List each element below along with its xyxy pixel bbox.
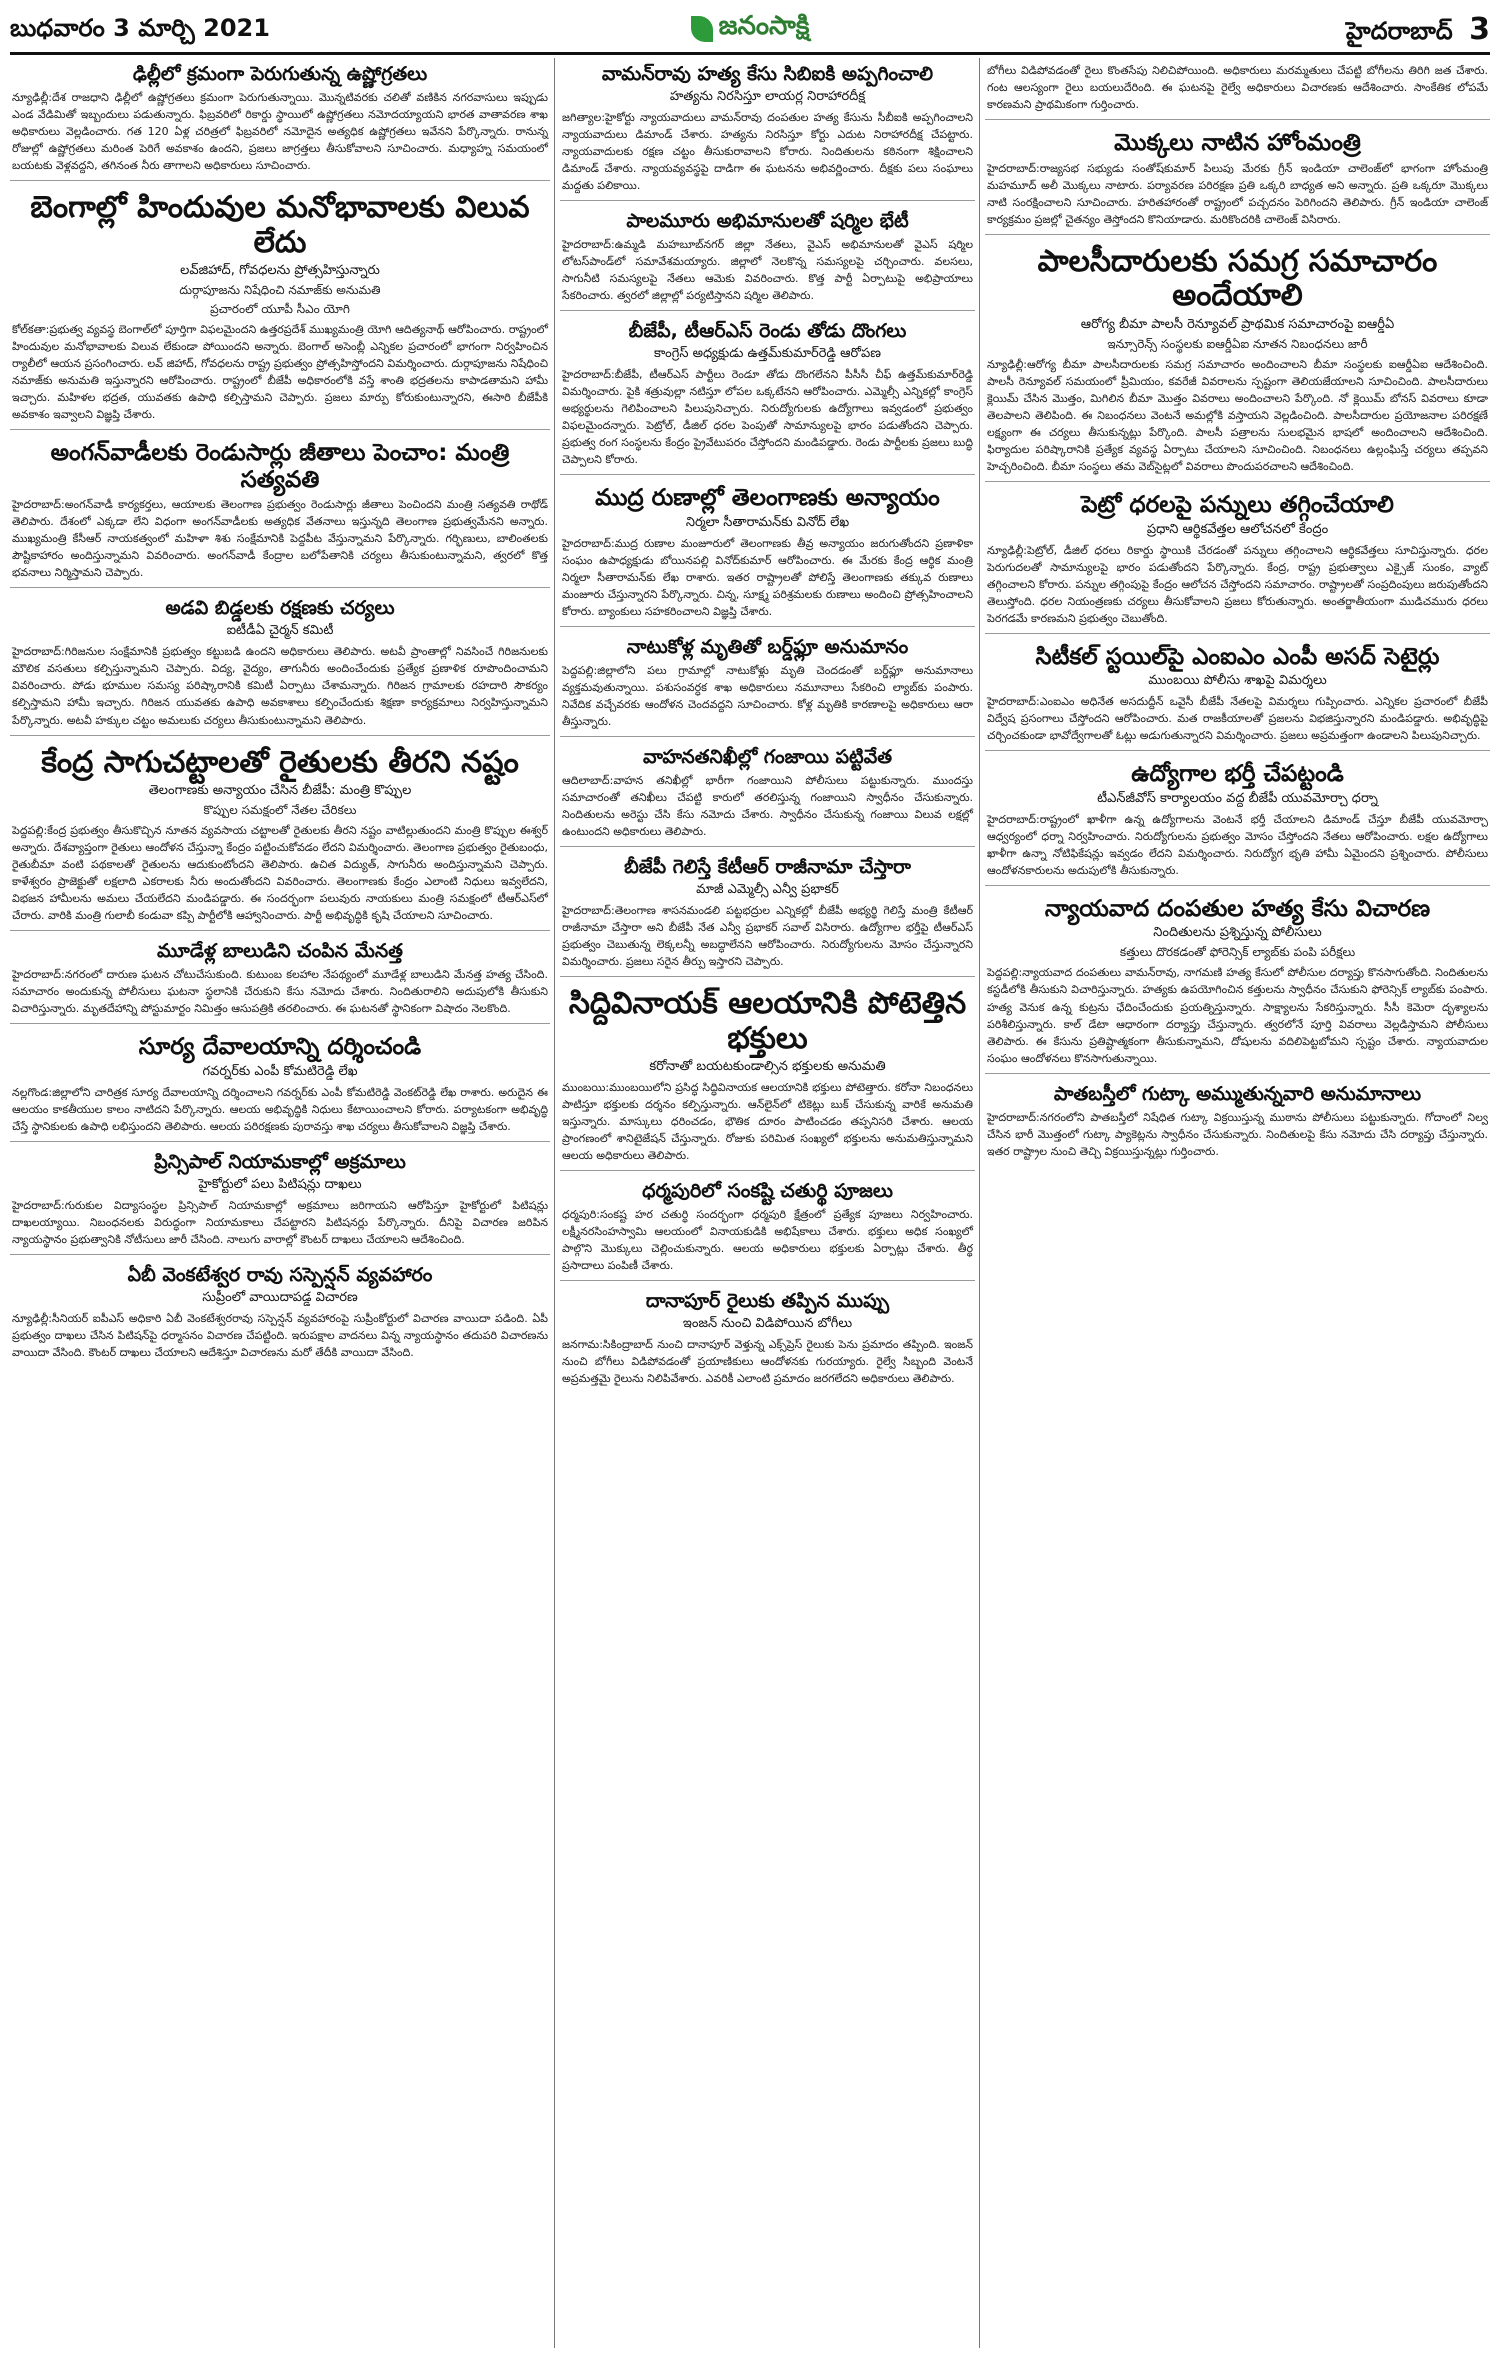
article-body: హైదరాబాద్:రాజ్యసభ సభ్యుడు సంతోష్‌కుమార్ పిలుపు మేరకు గ్రీన్ ఇండియా చాలెంజ్‌లో భాగంగా హోంమంత్రి మహమూద్ అలీ మొక్కలు నాటారు. పర్యావరణ పరిరక్షణ ప్రతి ఒక్కరి బాధ్యత అని అన్నారు. ప్రతి ఒక్కరూ మొక్కలు నాటి సంరక్షించాలని సూచించారు. హరితహారంతో రాష్ట్రంలో పచ్చదనం పెరిగిందని తెలిపారు. గ్రీన్ ఇండియా చాలెంజ్ కార్యక్రమం ప్రజల్లో చైతన్యం తెస్తోందని కొనియాడారు. మరికొందరికి చాలెంజ్ విసిరారు. [987, 161, 1488, 226]
article-body: హైదరాబాద్:నగరంలోని పాతబస్తీలో నిషేధిత గుట్కా విక్రయిస్తున్న ముఠాను పోలీసులు పట్టుకున్నారు. గోదాంలో నిల్వ చేసిన భారీ మొత్తంలో గుట్కా ప్యాకెట్లను స్వాధీనం చేసుకున్నారు. నిందితులపై కేసు నమోదు చేసి దర్యాప్తు చేస్తున్నారు. ఇతర రాష్ట్రాల నుంచి తెచ్చి విక్రయిస్తున్నట్లు గుర్తించారు. [987, 1110, 1488, 1158]
article-headline: ముద్ర రుణాల్లో తెలంగాణకు అన్యాయం [595, 485, 940, 512]
column-3 [985, 58, 1490, 2348]
newspaper-logo [650, 10, 850, 48]
article-headline: అంగన్‌వాడీలకు రెండుసార్లు జీతాలు పెంచాం: మంత్రి సత్యవతి [50, 440, 510, 493]
masthead [10, 8, 1490, 52]
article-subheadline: సుప్రీంలో వాయిదాపడ్డ విచారణ [202, 1289, 358, 1305]
article-body: ముంబయి:ముంబయిలోని ప్రసిద్ధ సిద్ధివినాయక ఆలయానికి భక్తులు పోటెత్తారు. కరోనా నిబంధనలు పాటిస్తూ భక్తులకు దర్శనం కల్పిస్తున్నారు. ఆన్‌లైన్‌లో టికెట్లు బుక్ చేసుకున్న వారికే అనుమతి ఇస్తున్నారు. మాస్కులు ధరించడం, భౌతిక దూరం పాటించడం తప్పనిసరి చేశారు. ఆలయ ప్రాంగణంలో శానిటైజేషన్ చేస్తున్నారు. రోజుకు పరిమిత సంఖ్యలో భక్తులను అనుమతిస్తున్నామని ఆలయ అధికారులు తెలిపారు. [562, 1081, 973, 1163]
article-headline: ఉద్యోగాల భర్తీ చేపట్టండి [1131, 761, 1344, 788]
article-headline: పాలమూరు అభిమానులతో షర్మిల భేటీ [626, 210, 909, 233]
article-subheadline: దుర్గాపూజను నిషేధించి నమాజ్‌కు అనుమతి [179, 283, 381, 298]
article-body: ఆదిలాబాద్:వాహన తనిఖీల్లో భారీగా గంజాయిని పోలీసులు పట్టుకున్నారు. ముందస్తు సమాచారంతో తనిఖీలు చేపట్టి కారులో తరలిస్తున్న గంజాయిని స్వాధీనం చేసుకున్నారు. నిందితులను అరెస్టు చేసి కేసు నమోదు చేశారు. స్వాధీనం చేసుకున్న గంజాయి విలువ లక్షల్లో ఉంటుందని అధికారులు తెలిపారు. [562, 773, 973, 838]
news-article [985, 486, 1490, 634]
masthead-rule [10, 52, 1490, 55]
article-subheadline: తెలంగాణకు అన్యాయం చేసిన బీజేపీ: మంత్రి కొప్పుల [148, 783, 412, 799]
article-body: హైదరాబాద్:ఉమ్మడి మహబూబ్‌నగర్ జిల్లా నేతలు, వైఎస్ అభిమానులతో వైఎస్ షర్మిల లోటస్‌పాండ్‌లో సమావేశమయ్యారు. జిల్లాలో నెలకొన్న సమస్యలపై చర్చించారు. వలసలు, సాగునీటి సమస్యలపై నేతలు ఆమెకు వివరించారు. కొత్త పార్టీ ఏర్పాటుపై అభిప్రాయాలు సేకరించారు. త్వరలో జిల్లాల్లో పర్యటిస్తానని షర్మిల తెలిపారు. [562, 237, 973, 303]
news-article [985, 239, 1490, 482]
article-body: న్యూఢిల్లీ:ఆరోగ్య బీమా పాలసీదారులకు సమగ్ర సమాచారం అందించాలని బీమా సంస్థలకు ఐఆర్డీఏఐ ఆదేశించింది. పాలసీ రెన్యూవల్ సమయంలో ప్రీమియం, కవరేజీ వివరాలను స్పష్టంగా తెలియజేయాలని సూచించింది. పాలసీదారులు క్లెయిమ్ చేసిన మొత్తం, మిగిలిన బీమా మొత్తం వివరాలు అందించాలని పేర్కొంది. నో క్లెయిమ్ బోనస్ వివరాలు కూడా తెలపాలని తెలిపింది. ఈ నిబంధనలు వెంటనే అమల్లోకి వస్తాయని వెల్లడించింది. పాలసీదారుల ప్రయోజనాల పరిరక్షణే లక్ష్యంగా ఈ చర్యలు తీసుకున్నట్లు పేర్కొంది. పాలసీ పత్రాలను సులభమైన భాషలో అందించాలని ఆదేశించింది. ఫిర్యాదుల పరిష్కారానికి ప్రత్యేక వ్యవస్థ ఏర్పాటు చేయాలని సూచించింది. నిబంధనలు ఉల్లంఘిస్తే చర్యలు తప్పవని హెచ్చరించింది. బీమా సంస్థలు తమ వెబ్‌సైట్లలో వివరాలు పొందుపరచాలని ఆదేశించింది. [987, 357, 1488, 474]
article-body: పెద్దపల్లి:న్యాయవాద దంపతులు వామన్‌రావు, నాగమణి హత్య కేసులో పోలీసుల దర్యాప్తు కొనసాగుతోంది. నిందితులను కస్టడీలోకి తీసుకుని విచారిస్తున్నారు. హత్యకు ఉపయోగించిన కత్తులను స్వాధీనం చేసుకుని ఫోరెన్సిక్ ల్యాబ్‌కు పంపారు. హత్య వెనుక ఉన్న కుట్రను ఛేదించేందుకు ప్రయత్నిస్తున్నారు. సాక్ష్యాలను సేకరిస్తున్నారు. సీసీ కెమెరా దృశ్యాలను పరిశీలిస్తున్నారు. కాల్ డేటా ఆధారంగా దర్యాప్తు చేస్తున్నారు. త్వరలోనే పూర్తి వివరాలు వెల్లడిస్తామని పోలీసులు తెలిపారు. ఈ కేసును ప్రతిష్టాత్మకంగా తీసుకున్నామని, దోషులను వదిలిపెట్టబోమని స్పష్టం చేశారు. న్యాయవాదుల సంఘం ఆందోళనలు కొనసాగుతున్నాయి. [987, 966, 1488, 1065]
column-divider [554, 58, 555, 2348]
edition-city: హైదరాబాద్ [1345, 17, 1453, 45]
article-headline: వామన్‌రావు హత్య కేసు సిబిఐకి అప్పగించాలి [601, 63, 934, 85]
news-article [560, 1285, 975, 1393]
article-headline: సిద్దివినాయక్ ఆలయానికి పోటెత్తిన భక్తులు [568, 986, 967, 1056]
article-headline: న్యాయవాద దంపతుల హత్య కేసు విచారణ [1044, 895, 1431, 922]
article-body: న్యూఢిల్లీ:పెట్రోల్, డీజిల్ ధరలు రికార్డు స్థాయికి చేరడంతో పన్నులు తగ్గించాలని ఆర్థికవేత్తలు సూచిస్తున్నారు. ధరల పెరుగుదలతో సామాన్యులపై భారం పడుతోందని పేర్కొన్నారు. కేంద్ర, రాష్ట్ర ప్రభుత్వాలు ఎక్సైజ్ సుంకం, వ్యాట్ తగ్గించాలని కోరారు. పన్నుల తగ్గింపుపై కేంద్రం ఆలోచన చేస్తోందని సమాచారం. రాష్ట్రాలతో సంప్రదింపులు జరుపుతోందని తెలుస్తోంది. ధరల నియంత్రణకు చర్యలు తీసుకోవాలని ప్రజలు కోరుతున్నారు. అంతర్జాతీయంగా ముడిచమురు ధరలు పెరగడమే కారణమని ప్రభుత్వం చెబుతోంది. [987, 543, 1488, 625]
article-headline: కేంద్ర సాగుచట్టాలతో రైతులకు తీరని నష్టం [41, 744, 519, 780]
article-body: పెద్దపల్లి:కేంద్ర ప్రభుత్వం తీసుకొచ్చిన నూతన వ్యవసాయ చట్టాలతో రైతులకు తీరని నష్టం వాటిల్లుతుందని మంత్రి కొప్పుల ఈశ్వర్ అన్నారు. దేశవ్యాప్తంగా రైతులు ఆందోళన చేస్తున్నా కేంద్రం పట్టించుకోవడం లేదని విమర్శించారు. తెలంగాణ ప్రభుత్వం రైతుబంధు, రైతుబీమా వంటి పథకాలతో రైతులను ఆదుకుంటోందని తెలిపారు. ఉచిత విద్యుత్, సాగునీరు అందిస్తున్నామని చెప్పారు. కాళేశ్వరం ప్రాజెక్టుతో లక్షలాది ఎకరాలకు నీరు అందుతోందని వివరించారు. తెలంగాణకు కేంద్రం ఎలాంటి నిధులు ఇవ్వలేదని, విభజన హామీలను అమలు చేయలేదని మండిపడ్డారు. ఈ సందర్భంగా పలువురు నాయకులు మంత్రి సమక్షంలో టీఆర్ఎస్‌లో చేరారు. వారికి మంత్రి గులాబీ కండువా కప్పి పార్టీలోకి ఆహ్వానించారు. పార్టీ అభివృద్ధికి కృషి చేయాలని సూచించారు. [12, 824, 548, 923]
news-article [10, 434, 550, 588]
page-number: 3 [1469, 12, 1490, 47]
news-article [985, 755, 1490, 886]
article-headline: మొక్కలు నాటిన హోంమంత్రి [1114, 130, 1361, 157]
news-article [985, 890, 1490, 1074]
article-body: హైదరాబాద్:గిరిజనుల సంక్షేమానికి ప్రభుత్వం కట్టుబడి ఉందని అధికారులు తెలిపారు. అటవీ ప్రాంతాల్లో నివసించే గిరిజనులకు మౌలిక వసతులు కల్పిస్తున్నామని చెప్పారు. విద్య, వైద్యం, తాగునీరు అందించేందుకు ప్రత్యేక ప్రణాళిక రూపొందించామని వివరించారు. పోడు భూముల సమస్య పరిష్కారానికి కమిటీ ఏర్పాటు చేశామన్నారు. గిరిజన గ్రామాలకు రహదారి సౌకర్యం కల్పిస్తామని హామీ ఇచ్చారు. గిరిజన యువతకు ఉపాధి అవకాశాలు కల్పించేందుకు శిక్షణా కార్యక్రమాలు నిర్వహిస్తున్నామని పేర్కొన్నారు. అటవీ హక్కుల చట్టం అమలుకు చర్యలు తీసుకుంటున్నామని తెలిపారు. [12, 645, 548, 727]
article-body: హైదరాబాద్:తెలంగాణ శాసనమండలి పట్టభద్రుల ఎన్నికల్లో బీజేపీ అభ్యర్థి గెలిస్తే మంత్రి కేటీఆర్ రాజీనామా చేస్తారా అని బీజేపీ నేత ఎన్వీ ప్రభాకర్ సవాల్ విసిరారు. ఉద్యోగాల భర్తీపై టీఆర్ఎస్ ప్రభుత్వం చెబుతున్న లెక్కలన్నీ అబద్ధాలేనని ఆరోపించారు. నిరుద్యోగులను మోసం చేస్తున్నారని విమర్శించారు. ప్రజలు సరైన తీర్పు ఇస్తారని చెప్పారు. [562, 903, 973, 968]
article-headline: ధర్మపురిలో సంకష్టి చతుర్థి పూజలు [642, 1180, 893, 1203]
article-headline: పాలసీదారులకు సమగ్ర సమాచారం అందేయాలి [1037, 243, 1438, 314]
article-subheadline: హైకోర్టులో పలు పిటిషన్లు దాఖలు [198, 1176, 362, 1192]
article-subheadline: కరోనాతో బయటకుండాల్సిన భక్తులకు అనుమతి [649, 1059, 886, 1074]
news-article [10, 935, 550, 1024]
news-article [10, 740, 550, 932]
edition-info [1346, 12, 1490, 51]
column-1 [10, 58, 550, 2348]
article-body: హైదరాబాద్:నగరంలో దారుణ ఘటన చోటుచేసుకుంది. కుటుంబ కలహాల నేపథ్యంలో మూడేళ్ల బాలుడిని మేనత్త హత్య చేసింది. సమాచారం అందుకున్న పోలీసులు ఘటనా స్థలానికి చేరుకుని కేసు నమోదు చేశారు. నిందితురాలిని అదుపులోకి తీసుకుని విచారిస్తున్నారు. మృతదేహాన్ని పోస్టుమార్టం నిమిత్తం ఆసుపత్రికి తరలించారు. ఈ ఘటనతో స్థానికంగా విషాదం నెలకొంది. [12, 968, 548, 1016]
issue-date: బుధవారం 3 మార్చి 2021 [10, 14, 270, 42]
news-article [560, 741, 975, 847]
news-article [10, 1028, 550, 1142]
article-body: హైదరాబాద్:ఎంఐఎం అధినేత అసదుద్దీన్ ఒవైసీ బీజేపీ నేతలపై విమర్శలు గుప్పించారు. ఎన్నికల ప్రచారంలో బీజేపీ విద్వేష ప్రసంగాలు చేస్తోందని ఆరోపించారు. మత రాజకీయాలతో ప్రజలను విభజిస్తున్నారని మండిపడ్డారు. అభివృద్ధిపై చర్చించకుండా భావోద్వేగాలతో ఓట్లు అడుగుతున్నారని విమర్శించారు. ప్రజలు అప్రమత్తంగా ఉండాలని పిలుపునిచ్చారు. [987, 695, 1488, 743]
news-article [10, 185, 550, 430]
news-article [10, 1259, 550, 1367]
article-body: కోల్‌కతా:ప్రభుత్వ వ్యవస్థ బెంగాల్‌లో పూర్తిగా విఫలమైందని ఉత్తరప్రదేశ్ ముఖ్యమంత్రి యోగి ఆదిత్యనాథ్ ఆరోపించారు. రాష్ట్రంలో హిందువుల మనోభావాలకు విలువ లేకుండా పోయిందని అన్నారు. బెంగాల్ అసెంబ్లీ ఎన్నికల ప్రచారంలో భాగంగా నిర్వహించిన ర్యాలీలో ఆయన ప్రసంగించారు. లవ్ జిహాద్, గోవధలను రాష్ట్ర ప్రభుత్వం ప్రోత్సహిస్తోందని విమర్శించారు. దుర్గాపూజను నిషేధించి నమాజ్‌కు అనుమతి ఇస్తున్నారని ఆరోపించారు. రాష్ట్రంలో బీజేపీ అధికారంలోకి వస్తే శాంతి భద్రతలను కాపాడతామని హామీ ఇచ్చారు. మహిళల భద్రత, యువతకు ఉపాధి కల్పిస్తామని చెప్పారు. ప్రజలు మార్పు కోరుకుంటున్నారని, ఈసారి బీజేపీకి అవకాశం ఇవ్వాలని విజ్ఞప్తి చేశారు. [12, 323, 548, 422]
article-subheadline: టీఎన్‌జీవోస్ కార్యాలయం వద్ద బీజేపీ యువమోర్చా ధర్నా [1097, 790, 1378, 806]
news-article [560, 479, 975, 627]
article-headline: నాటుకోళ్ల మృతితో బర్డ్‌ఫ్లూ అనుమానం [626, 635, 909, 658]
news-article [985, 124, 1490, 235]
article-subheadline: ఇన్సూరెన్స్ సంస్థలకు ఐఆర్డీఏఐ నూతన నిబంధనలు జారీ [1107, 336, 1368, 351]
article-subheadline: ప్రధాని ఆర్థికవేత్తల ఆలోచనలో కేంద్రం [1146, 521, 1329, 537]
news-article [10, 1146, 550, 1255]
news-article [560, 205, 975, 311]
article-subheadline: గవర్నర్‌కు ఎంపీ కోమటిరెడ్డి లేఖ [202, 1063, 358, 1079]
article-subheadline: ఆరోగ్య బీమా పాలసీ రెన్యూవల్ ప్రాథమిక సమాచారంపై ఐఆర్డీఏ [1080, 316, 1395, 332]
news-article [560, 315, 975, 475]
article-subheadline: కత్తులు దొరకడంతో ఫోరెన్సిక్ ల్యాబ్‌కు పంపి పరీక్షలు [1119, 945, 1356, 960]
article-subheadline: మాజీ ఎమ్మెల్సీ ఎన్వీ ప్రభాకర్ [696, 881, 839, 897]
article-headline: పెట్రో ధరలపై పన్నులు తగ్గించేయాలి [1081, 492, 1394, 519]
article-subheadline: కాంగ్రెస్ అధ్యక్షుడు ఉత్తమ్‌కుమార్‌రెడ్డి ఆరోపణ [654, 345, 881, 361]
news-article [560, 981, 975, 1171]
article-subheadline: ఇంజన్ నుంచి విడిపోయిన బోగీలు [682, 1316, 853, 1332]
article-headline: వాహనతనిఖీల్లో గంజాయి పట్టివేత [643, 745, 892, 768]
article-headline: సిటీకల్ స్టయిల్‌పై ఎంఐఎం ఎంపీ అసద్ సెటైర్లు [1035, 643, 1440, 670]
column-divider [979, 58, 980, 2348]
article-headline: బీజేపీ, టీఆర్ఎస్ రెండు తోడు దొంగలు [628, 320, 907, 343]
article-subheadline: కొప్పుల సమక్షంలో నేతల చేరికలు [203, 803, 357, 818]
article-body: హైదరాబాద్:ముద్ర రుణాల మంజూరులో తెలంగాణకు తీవ్ర అన్యాయం జరుగుతోందని ప్రణాళికా సంఘం ఉపాధ్యక్షుడు బోయినపల్లి వినోద్‌కుమార్ ఆరోపించారు. ఈ మేరకు కేంద్ర ఆర్థిక మంత్రి నిర్మలా సీతారామన్‌కు లేఖ రాశారు. ఇతర రాష్ట్రాలతో పోలిస్తే తెలంగాణకు తక్కువ రుణాలు మంజూరు చేస్తున్నారని పేర్కొన్నారు. చిన్న, సూక్ష్మ పరిశ్రమలకు రుణాలు అందించి ప్రోత్సహించాలని కోరారు. బ్యాంకులు సహకరించాలని విజ్ఞప్తి చేశారు. [562, 536, 973, 618]
news-article [985, 1078, 1490, 1166]
article-body: జనగామ:సికింద్రాబాద్ నుంచి దానాపూర్ వెళ్తున్న ఎక్స్‌ప్రెస్ రైలుకు పెను ప్రమాదం తప్పింది. ఇంజన్ నుంచి బోగీలు విడిపోవడంతో ప్రయాణికులు ఆందోళనకు గురయ్యారు. రైల్వే సిబ్బంది వెంటనే అప్రమత్తమై రైలును నిలిపివేశారు. ఎవరికీ ఎలాంటి ప్రమాదం జరగలేదని అధికారులు తెలిపారు. [562, 1338, 973, 1386]
news-article [985, 58, 1490, 120]
news-article [560, 631, 975, 737]
article-headline: సూర్య దేవాలయాన్ని దర్శించండి [138, 1034, 422, 1061]
article-subheadline: నిర్మలా సీతారామన్‌కు వినోద్ లేఖ [685, 514, 850, 530]
article-headline: ఏబీ వెంకటేశ్వర రావు సస్పెన్షన్ వ్యవహారం [127, 1263, 433, 1286]
article-headline: ప్రిన్సిపాల్ నియామకాల్లో అక్రమాలు [154, 1150, 406, 1173]
article-headline: దానాపూర్ రైలుకు తప్పిన ముప్పు [645, 1290, 890, 1313]
article-headline: పాతబస్తీలో గుట్కా అమ్ముతున్నవారి అనుమానాలు [1053, 1082, 1422, 1105]
article-headline: మూడేళ్ల బాలుడిని చంపిన మేనత్త [157, 940, 403, 963]
article-headline: ఢిల్లీలో క్రమంగా పెరుగుతున్న ఉష్ణోగ్రతలు [132, 63, 428, 85]
article-body: నల్లగొండ:జిల్లాలోని చారిత్రక సూర్య దేవాలయాన్ని దర్శించాలని గవర్నర్‌కు ఎంపీ కోమటిరెడ్డి వెంకట్‌రెడ్డి లేఖ రాశారు. అరుదైన ఈ ఆలయం కాకతీయుల కాలం నాటిదని పేర్కొన్నారు. ఆలయ అభివృద్ధికి నిధులు కేటాయించాలని కోరారు. పర్యాటకంగా అభివృద్ధి చేస్తే స్థానికులకు ఉపాధి లభిస్తుందని తెలిపారు. ఆలయ పరిరక్షణకు పురావస్తు శాఖ చర్యలు తీసుకోవాలని విజ్ఞప్తి చేశారు. [12, 1085, 548, 1133]
news-article [560, 851, 975, 977]
article-body: పెద్దపల్లి:జిల్లాలోని పలు గ్రామాల్లో నాటుకోళ్లు మృతి చెందడంతో బర్డ్‌ఫ్లూ అనుమానాలు వ్యక్తమవుతున్నాయి. పశుసంవర్ధక శాఖ అధికారులు నమూనాలు సేకరించి ల్యాబ్‌కు పంపారు. నివేదిక వచ్చేవరకు ఆందోళన చెందవద్దని సూచించారు. కోళ్ల మృతికి కారణాలపై అధికారులు ఆరా తీస్తున్నారు. [562, 663, 973, 728]
article-body: జగిత్యాల:హైకోర్టు న్యాయవాదులు వామన్‌రావు దంపతుల హత్య కేసును సీబీఐకి అప్పగించాలని న్యాయవాదులు డిమాండ్ చేశారు. హత్యను నిరసిస్తూ కోర్టు ఎదుట నిరాహారదీక్ష చేపట్టారు. న్యాయవాదులకు రక్షణ చట్టం తీసుకురావాలని కోరారు. నిందితులను కఠినంగా శిక్షించాలని డిమాండ్ చేశారు. న్యాయవ్యవస్థపై దాడిగా ఈ ఘటనను అభివర్ణించారు. దీక్షకు పలు సంఘాలు మద్దతు పలికాయి. [562, 110, 973, 193]
article-body: హైదరాబాద్:రాష్ట్రంలో ఖాళీగా ఉన్న ఉద్యోగాలను వెంటనే భర్తీ చేయాలని డిమాండ్ చేస్తూ బీజేపీ యువమోర్చా ఆధ్వర్యంలో ధర్నా నిర్వహించారు. నిరుద్యోగులను ప్రభుత్వం మోసం చేస్తోందని నేతలు ఆరోపించారు. లక్షల ఉద్యోగాలు ఖాళీగా ఉన్నా నోటిఫికేషన్లు ఇవ్వడం లేదని విమర్శించారు. నిరుద్యోగ భృతి హామీ ఏమైందని ప్రశ్నించారు. పోలీసులు ఆందోళనకారులను అదుపులోకి తీసుకున్నారు. [987, 812, 1488, 877]
newspaper-name: జనంసాక్షి [718, 11, 810, 41]
leaf-icon [691, 16, 713, 42]
article-headline: బెంగాల్లో హిందువుల మనోభావాలకు విలువ లేదు [30, 190, 530, 260]
article-body: ధర్మపురి:సంకష్ట హర చతుర్థి సందర్భంగా ధర్మపురి క్షేత్రంలో ప్రత్యేక పూజలు నిర్వహించారు. లక్ష్మీనరసింహస్వామి ఆలయంలో వినాయకుడికి అభిషేకాలు చేశారు. భక్తులు అధిక సంఖ్యలో పాల్గొని మొక్కులు చెల్లించుకున్నారు. ఆలయ అధికారులు భక్తులకు ఏర్పాట్లు చేశారు. తీర్థ ప్రసాదాలు పంపిణీ చేశారు. [562, 1208, 973, 1273]
news-article [560, 58, 975, 201]
news-article [10, 58, 550, 181]
article-subheadline: లవ్‌జిహాద్, గోవధలను ప్రోత్సహిస్తున్నారు [180, 263, 380, 279]
news-article [985, 638, 1490, 752]
article-headline: అడవి బిడ్డలకు రక్షణకు చర్యలు [165, 597, 395, 620]
article-subheadline: ఐటీడీఏ చైర్మన్ కమిటీ [226, 623, 334, 639]
article-body: న్యూఢిల్లీ:దేశ రాజధాని ఢిల్లీలో ఉష్ణోగ్రతలు క్రమంగా పెరుగుతున్నాయి. మొన్నటివరకు చలితో వణికిన నగరవాసులు ఇప్పుడు ఎండ వేడిమితో ఇబ్బందులు పడుతున్నారు. ఫిబ్రవరిలో రికార్డు స్థాయిలో ఉష్ణోగ్రతలు నమోదయ్యాయని భారత వాతావరణ శాఖ అధికారులు వెల్లడించారు. గత 120 ఏళ్ల చరిత్రలో ఫిబ్రవరిలో నమోదైన అత్యధిక ఉష్ణోగ్రతలు ఇవేనని పేర్కొన్నారు. రానున్న రోజుల్లో ఉష్ణోగ్రతలు మరింత పెరిగే అవకాశం ఉందని, ప్రజలు జాగ్రత్తలు తీసుకోవాలని సూచించారు. మధ్యాహ్న సమయంలో బయటకు వెళ్లవద్దని, తగినంత నీరు తాగాలని అధికారులు సూచించారు. [12, 90, 548, 173]
article-body: హైదరాబాద్:గురుకుల విద్యాసంస్థల ప్రిన్సిపాల్ నియామకాల్లో అక్రమాలు జరిగాయని ఆరోపిస్తూ హైకోర్టులో పిటిషన్లు దాఖలయ్యాయి. నిబంధనలకు విరుద్ధంగా నియామకాలు చేపట్టారని పిటిషనర్లు పేర్కొన్నారు. దీనిపై విచారణ జరిపిన న్యాయస్థానం ప్రభుత్వానికి నోటీసులు జారీ చేసింది. నాలుగు వారాల్లో కౌంటర్ దాఖలు చేయాలని ఆదేశించింది. [12, 1198, 548, 1246]
column-2 [560, 58, 975, 2348]
article-body: హైదరాబాద్:బీజేపీ, టీఆర్ఎస్ పార్టీలు రెండూ తోడు దొంగలేనని పీసీసీ చీఫ్ ఉత్తమ్‌కుమార్‌రెడ్డి విమర్శించారు. పైకి శత్రువుల్లా నటిస్తూ లోపల ఒక్కటేనని ఆరోపించారు. ఎమ్మెల్సీ ఎన్నికల్లో కాంగ్రెస్ అభ్యర్థులను గెలిపించాలని పిలుపునిచ్చారు. నిరుద్యోగులకు ఉద్యోగాలు ఇవ్వడంలో ప్రభుత్వం విఫలమైందన్నారు. పెట్రోల్, డీజిల్ ధరల పెంపుతో సామాన్యులపై భారం పడుతోందని చెప్పారు. ప్రభుత్వ రంగ సంస్థలను కేంద్రం ప్రైవేటుపరం చేస్తోందని మండిపడ్డారు. రెండు పార్టీలకు ప్రజలు బుద్ధి చెప్పాలని కోరారు. [562, 367, 973, 467]
article-subheadline: హత్యను నిరసిస్తూ లాయర్ల నిరాహారదీక్ష [669, 88, 866, 104]
news-article [10, 592, 550, 735]
article-subheadline: నిందితులను ప్రశ్నిస్తున్న పోలీసులు [1153, 925, 1322, 941]
article-body: న్యూఢిల్లీ:సీనియర్ ఐపీఎస్ అధికారి ఏబీ వెంకటేశ్వరరావు సస్పెన్షన్ వ్యవహారంపై సుప్రీంకోర్టులో విచారణ వాయిదా పడింది. ఏపీ ప్రభుత్వం దాఖలు చేసిన పిటిషన్‌పై ధర్మాసనం విచారణ చేపట్టింది. ఇరుపక్షాల వాదనలు విన్న న్యాయస్థానం తదుపరి విచారణను వాయిదా వేసింది. కౌంటర్ దాఖలు చేయాలని ఆదేశిస్తూ విచారణను మరో తేదీకి వాయిదా వేసింది. [12, 1311, 548, 1359]
news-article [560, 1175, 975, 1281]
article-subheadline: ప్రచారంలో యూపీ సీఎం యోగి [210, 302, 350, 317]
article-subheadline: ముంబయి పోలీసు శాఖపై విమర్శలు [1148, 673, 1327, 689]
article-body: హైదరాబాద్:అంగన్‌వాడీ కార్యకర్తలు, ఆయాలకు తెలంగాణ ప్రభుత్వం రెండుసార్లు జీతాలు పెంచిందని మంత్రి సత్యవతి రాథోడ్ తెలిపారు. దేశంలో ఎక్కడా లేని విధంగా అంగన్‌వాడీలకు అత్యధిక వేతనాలు ఇస్తున్నది తెలంగాణ ప్రభుత్వమేనని అన్నారు. ముఖ్యమంత్రి కేసీఆర్ నాయకత్వంలో మహిళా శిశు సంక్షేమానికి పెద్దపీట వేస్తున్నామని పేర్కొన్నారు. గర్భిణులు, బాలింతలకు పౌష్టికాహారం అందిస్తున్నామని వివరించారు. అంగన్‌వాడీ కేంద్రాల బలోపేతానికి చర్యలు తీసుకుంటున్నామని, త్వరలో కొత్త భవనాలు నిర్మిస్తామని చెప్పారు. [12, 498, 548, 580]
article-headline: బీజేపీ గెలిస్తే కేటీఆర్ రాజీనామా చేస్తారా [624, 855, 911, 878]
article-body: బోగీలు విడిపోవడంతో రైలు కొంతసేపు నిలిచిపోయింది. అధికారులు మరమ్మతులు చేపట్టి బోగీలను తిరిగి జత చేశారు. గంట ఆలస్యంగా రైలు బయలుదేరింది. ఈ ఘటనపై రైల్వే అధికారులు విచారణకు ఆదేశించారు. సాంకేతిక లోపమే కారణమని ప్రాథమికంగా గుర్తించారు. [987, 64, 1488, 112]
